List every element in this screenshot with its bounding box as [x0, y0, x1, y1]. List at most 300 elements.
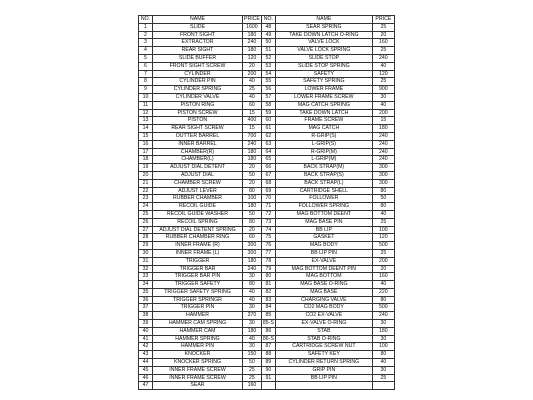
table-row	[139, 187, 395, 195]
part-name: SAFETY	[275, 70, 372, 78]
part-number: 50	[261, 39, 275, 47]
part-name: BB LIP PIN	[275, 374, 372, 382]
part-price: 50	[243, 359, 262, 367]
part-number: 84	[261, 304, 275, 312]
part-price: 30	[372, 93, 394, 101]
part-price: 240	[372, 148, 394, 156]
part-price: 200	[243, 70, 262, 78]
part-price: 180	[243, 257, 262, 265]
part-number: 73	[261, 218, 275, 226]
part-number: 79	[261, 265, 275, 273]
part-name: RECOIL GUIDE WASHER	[153, 210, 243, 218]
part-number: 36	[139, 296, 153, 304]
part-name: MAG BOTTOM	[275, 273, 372, 281]
table-row	[139, 359, 395, 367]
part-name: CYLINDER SPRING	[153, 86, 243, 94]
part-number: 12	[139, 109, 153, 117]
table-header-row	[139, 16, 395, 24]
part-name: OUTTER BARREL	[153, 132, 243, 140]
part-number: 71	[261, 203, 275, 211]
part-number: 46	[139, 374, 153, 382]
part-number: 55	[261, 78, 275, 86]
part-price: 180	[243, 327, 262, 335]
part-name: VALVE LOCK	[275, 39, 372, 47]
part-price: 900	[372, 86, 394, 94]
part-name: FOLLOWER	[275, 195, 372, 203]
part-price: 30	[243, 273, 262, 281]
part-price: 40	[372, 359, 394, 367]
part-number: 52	[261, 54, 275, 62]
part-number: 9	[139, 86, 153, 94]
part-price: 700	[243, 132, 262, 140]
part-price: 300	[372, 179, 394, 187]
part-name: INNER FRAME (R)	[153, 242, 243, 250]
table-row	[139, 203, 395, 211]
part-name: REAR SIGHT	[153, 47, 243, 55]
part-price: 120	[243, 54, 262, 62]
part-name: INNER FRAME SCREW	[153, 366, 243, 374]
part-name: MAG BOTTOM DEENT PIN	[275, 265, 372, 273]
part-number: 13	[139, 117, 153, 125]
part-name: HAMMER PIN	[153, 343, 243, 351]
part-name: GASKET	[275, 234, 372, 242]
part-number: 39	[139, 320, 153, 328]
table-row	[139, 54, 395, 62]
table-row	[139, 265, 395, 273]
part-price: 20	[243, 62, 262, 70]
part-price: 80	[243, 281, 262, 289]
part-number: 30	[139, 249, 153, 257]
table-row	[139, 382, 395, 390]
table-row	[139, 93, 395, 101]
part-name: SLIDE BUFFER	[153, 54, 243, 62]
part-price: 80	[243, 187, 262, 195]
part-number: 42	[139, 343, 153, 351]
part-name: GRIP PIN	[275, 366, 372, 374]
part-price	[372, 382, 394, 390]
part-name: CO2 EX-VALVE	[275, 312, 372, 320]
part-name: L-GRIP(S)	[275, 140, 372, 148]
part-price: 30	[243, 320, 262, 328]
part-name: FRONT SIGHT SCREW	[153, 62, 243, 70]
part-price: 400	[243, 117, 262, 125]
table-row	[139, 249, 395, 257]
part-price: 160	[372, 39, 394, 47]
part-price: 160	[243, 382, 262, 390]
part-number: 60	[261, 117, 275, 125]
part-price: 120	[372, 234, 394, 242]
part-name: SLIDE STOP	[275, 54, 372, 62]
part-price: 80	[372, 351, 394, 359]
part-number: 43	[139, 351, 153, 359]
part-number: 41	[139, 335, 153, 343]
part-number: 70	[261, 195, 275, 203]
part-number: 85-S	[262, 320, 274, 327]
table-row	[139, 62, 395, 70]
table-row	[139, 78, 395, 86]
table-row	[139, 226, 395, 234]
part-number: 77	[261, 249, 275, 257]
part-price: 300	[243, 249, 262, 257]
part-number: 32	[139, 265, 153, 273]
part-price: 40	[372, 210, 394, 218]
part-price: 180	[243, 148, 262, 156]
part-price: 240	[372, 156, 394, 164]
part-number: 37	[139, 304, 153, 312]
table-row	[139, 23, 395, 31]
part-number: 47	[139, 382, 153, 390]
part-name: ADJUST DIAL DETENT SPRING	[153, 226, 243, 234]
part-price: 30	[372, 335, 394, 343]
part-price: 80	[243, 218, 262, 226]
part-number: 5	[139, 54, 153, 62]
part-number: 53	[261, 62, 275, 70]
table-row	[139, 31, 395, 39]
part-name: LOWER FRAME	[275, 86, 372, 94]
part-number: 16	[139, 140, 153, 148]
part-name: SEAR SPRING	[275, 23, 372, 31]
table-row	[139, 242, 395, 250]
part-number: 4	[139, 47, 153, 55]
part-number: 3	[139, 39, 153, 47]
part-price: 180	[243, 47, 262, 55]
part-price: 80	[372, 203, 394, 211]
table-row	[139, 156, 395, 164]
part-price: 40	[243, 296, 262, 304]
part-number: 75	[261, 234, 275, 242]
part-price: 240	[372, 312, 394, 320]
table-row	[139, 210, 395, 218]
part-price: 180	[372, 125, 394, 133]
part-price: 25	[372, 78, 394, 86]
part-number: 64	[261, 148, 275, 156]
table-row	[139, 351, 395, 359]
part-name: KNOCKER SPRING	[153, 359, 243, 367]
part-number: 44	[139, 359, 153, 367]
part-name: CARTRIDGE SHELL	[275, 187, 372, 195]
table-row	[139, 140, 395, 148]
part-number: 19	[139, 164, 153, 172]
part-number: 89	[261, 359, 275, 367]
part-number: 74	[261, 226, 275, 234]
part-price: 370	[243, 312, 262, 320]
part-number: 31	[139, 257, 153, 265]
part-price: 180	[243, 203, 262, 211]
header-price: PRICE	[244, 16, 260, 22]
part-name: SLIDE	[153, 23, 243, 31]
part-name: TRIGGER SPRINGR	[153, 296, 243, 304]
part-price: 50	[243, 210, 262, 218]
part-name: R-GRIP(S)	[275, 132, 372, 140]
part-number: 58	[261, 101, 275, 109]
part-number: 56	[261, 86, 275, 94]
part-number: 27	[139, 226, 153, 234]
part-price: 15	[243, 109, 262, 117]
part-number: 6	[139, 62, 153, 70]
part-number: 65	[261, 156, 275, 164]
part-price: 40	[243, 93, 262, 101]
part-price: 240	[372, 140, 394, 148]
part-price: 30	[243, 304, 262, 312]
part-number: 45	[139, 366, 153, 374]
part-price: 1600	[243, 23, 262, 31]
part-name: INNER FRAME SCREW	[153, 374, 243, 382]
part-name: CHAMBER SCREW	[153, 179, 243, 187]
part-name: BACK STRAP(L)	[275, 179, 372, 187]
part-number: 20	[139, 171, 153, 179]
part-number: 85	[261, 312, 275, 320]
part-name: EX-VALVE	[275, 257, 372, 265]
part-price: 300	[372, 164, 394, 172]
table-row	[139, 47, 395, 55]
part-price: 50	[372, 195, 394, 203]
part-number: 86	[261, 327, 275, 335]
part-name: TAKE DOWN LATCH O-RING	[275, 31, 372, 39]
part-name: PISTON RING	[153, 101, 243, 109]
part-number: 68	[261, 179, 275, 187]
part-number: 59	[261, 109, 275, 117]
part-price: 25	[372, 23, 394, 31]
part-price: 240	[372, 132, 394, 140]
table-row	[139, 327, 395, 335]
part-name: SEAR	[153, 382, 243, 390]
part-name: RUBBER CHAMBER RING	[153, 234, 243, 242]
table-row	[139, 171, 395, 179]
part-number: 48	[261, 23, 275, 31]
part-number: 91	[261, 374, 275, 382]
part-number: 61	[261, 125, 275, 133]
part-name: CHAMBER(R)	[153, 148, 243, 156]
part-name: MAG BODY	[275, 242, 372, 250]
part-price: 15	[243, 125, 262, 133]
table-row	[139, 288, 395, 296]
part-number: 26	[139, 218, 153, 226]
table-row	[139, 164, 395, 172]
table-row	[139, 86, 395, 94]
part-number: 1	[139, 23, 153, 31]
part-number	[261, 382, 275, 390]
header-price: PRICE	[372, 16, 394, 24]
part-price: 100	[372, 343, 394, 351]
part-name: KNOCKER	[153, 351, 243, 359]
part-number: 76	[261, 242, 275, 250]
part-number: 23	[139, 195, 153, 203]
part-price: 20	[243, 164, 262, 172]
table-row	[139, 39, 395, 47]
part-number: 28	[139, 234, 153, 242]
table-body	[139, 23, 395, 389]
table-row	[139, 125, 395, 133]
part-name: BACK STRAP(M)	[275, 164, 372, 172]
part-name: BB LIP PIN	[275, 249, 372, 257]
part-price: 30	[243, 343, 262, 351]
part-price: 100	[372, 226, 394, 234]
part-name: HAMMER CAM SPRING	[153, 320, 243, 328]
table-row	[139, 70, 395, 78]
part-name: BACK STRAP(S)	[275, 171, 372, 179]
part-price: 20	[372, 265, 394, 273]
part-price: 180	[243, 31, 262, 39]
part-number: 21	[139, 179, 153, 187]
part-number: 51	[261, 47, 275, 55]
table-row	[139, 304, 395, 312]
table-row	[139, 117, 395, 125]
table-row	[139, 335, 395, 343]
part-number: 62	[261, 132, 275, 140]
part-name: CYLINDER VALVE	[153, 93, 243, 101]
part-number: 40	[139, 327, 153, 335]
part-name: INNER FRAME (L)	[153, 249, 243, 257]
part-price: 240	[243, 265, 262, 273]
part-name: TRIGGER PIN	[153, 304, 243, 312]
part-name: R-GRIP(M)	[275, 148, 372, 156]
part-number: 49	[261, 31, 275, 39]
part-price: 300	[372, 171, 394, 179]
part-name: MAG CATCH	[275, 125, 372, 133]
part-price: 40	[372, 101, 394, 109]
part-name: ADJUST LEVER	[153, 187, 243, 195]
header-no: NO.	[261, 16, 275, 24]
part-number: 54	[261, 70, 275, 78]
part-number: 10	[139, 93, 153, 101]
part-name: FOLLOWER SPRING	[275, 203, 372, 211]
part-name: ADJUST DIAL	[153, 171, 243, 179]
table-row	[139, 195, 395, 203]
part-number: 72	[261, 210, 275, 218]
table-row	[139, 343, 395, 351]
part-name: RECOIL SPRING	[153, 218, 243, 226]
table-row	[139, 273, 395, 281]
part-price: 500	[372, 242, 394, 250]
part-price: 160	[372, 273, 394, 281]
part-price: 20	[243, 226, 262, 234]
table-row	[139, 101, 395, 109]
part-price: 240	[372, 54, 394, 62]
part-price: 25	[372, 249, 394, 257]
parts-price-table	[138, 15, 395, 390]
table-row	[139, 296, 395, 304]
part-number: 14	[139, 125, 153, 133]
part-price: 30	[372, 320, 394, 328]
part-name: FRAME SCREW	[275, 117, 372, 125]
part-name: TRIGGER SAFETY	[153, 281, 243, 289]
part-price: 40	[372, 62, 394, 70]
table-row	[139, 148, 395, 156]
part-price: 15	[372, 117, 394, 125]
part-number: 11	[139, 101, 153, 109]
part-number: 24	[139, 203, 153, 211]
part-name: CYLINDER RETURN SPRING	[275, 359, 372, 367]
part-number: 8	[139, 78, 153, 86]
part-name: MAG BASE O-RING	[275, 281, 372, 289]
part-number: 78	[261, 257, 275, 265]
part-price: 120	[372, 70, 394, 78]
part-name: EX-VALVE O-RING	[275, 320, 372, 328]
part-name: REAR SIGHT SCREW	[153, 125, 243, 133]
part-price: 60	[243, 234, 262, 242]
part-name: SAFETY SPRING	[275, 78, 372, 86]
part-price: 60	[243, 101, 262, 109]
part-price: 40	[243, 288, 262, 296]
part-number: 83	[261, 296, 275, 304]
part-number: 18	[139, 156, 153, 164]
part-number: 34	[139, 281, 153, 289]
part-number: 81	[261, 281, 275, 289]
part-name: LOWER FRAME SCREW	[275, 93, 372, 101]
part-number: 35	[139, 288, 153, 296]
part-name: VALVE LOCK SPRING	[275, 47, 372, 55]
part-name: CHARGING VALVE	[275, 296, 372, 304]
part-price: 40	[372, 281, 394, 289]
part-number: 87	[261, 343, 275, 351]
part-name: PISTON	[153, 117, 243, 125]
part-name: MAG CATCH SPRING	[275, 101, 372, 109]
part-number: 7	[139, 70, 153, 78]
part-number: 33	[139, 273, 153, 281]
part-name: CHAMBER(L)	[153, 156, 243, 164]
part-price: 40	[243, 78, 262, 86]
part-price: 200	[372, 109, 394, 117]
part-number: 38	[139, 312, 153, 320]
table-row	[139, 218, 395, 226]
part-number: 88	[261, 351, 275, 359]
part-price: 240	[243, 140, 262, 148]
part-name: L-GRIP(M)	[275, 156, 372, 164]
part-number: 57	[261, 93, 275, 101]
part-name: CYLINDER	[153, 70, 243, 78]
part-number: 22	[139, 187, 153, 195]
part-number: 15	[139, 132, 153, 140]
part-number: 66	[261, 164, 275, 172]
part-price: 240	[243, 39, 262, 47]
part-name: TRIGGER	[153, 257, 243, 265]
part-price: 50	[243, 171, 262, 179]
part-name: MAG BASE	[275, 288, 372, 296]
part-price: 220	[372, 288, 394, 296]
table-row	[139, 374, 395, 382]
part-price: 150	[243, 351, 262, 359]
part-name: HAMMER SPRING	[153, 335, 243, 343]
table-row	[139, 366, 395, 374]
part-name: HAMMER	[153, 312, 243, 320]
part-price: 25	[372, 218, 394, 226]
part-name	[275, 382, 372, 390]
part-price: 25	[372, 47, 394, 55]
part-name: CO2 MAG BODY	[275, 304, 372, 312]
table-row	[139, 257, 395, 265]
table-row	[139, 234, 395, 242]
part-number: 90	[261, 366, 275, 374]
table-row	[139, 109, 395, 117]
header-no: NO.	[139, 16, 153, 24]
part-price: 40	[243, 335, 262, 343]
part-name: STAB O-RING	[275, 335, 372, 343]
part-price: 20	[243, 179, 262, 187]
header-name: NAME	[275, 16, 372, 24]
part-price: 80	[372, 187, 394, 195]
part-name: SLIDE STOP SPRING	[275, 62, 372, 70]
part-price: 25	[372, 374, 394, 382]
part-number: 80	[261, 273, 275, 281]
part-name: CYLINDER PIN	[153, 78, 243, 86]
part-name: EXTRACTOR	[153, 39, 243, 47]
table-row	[139, 320, 395, 328]
part-price: 20	[372, 31, 394, 39]
part-price: 200	[372, 257, 394, 265]
part-number: 63	[261, 140, 275, 148]
part-price: 30	[372, 366, 394, 374]
part-name: BB LIP	[275, 226, 372, 234]
